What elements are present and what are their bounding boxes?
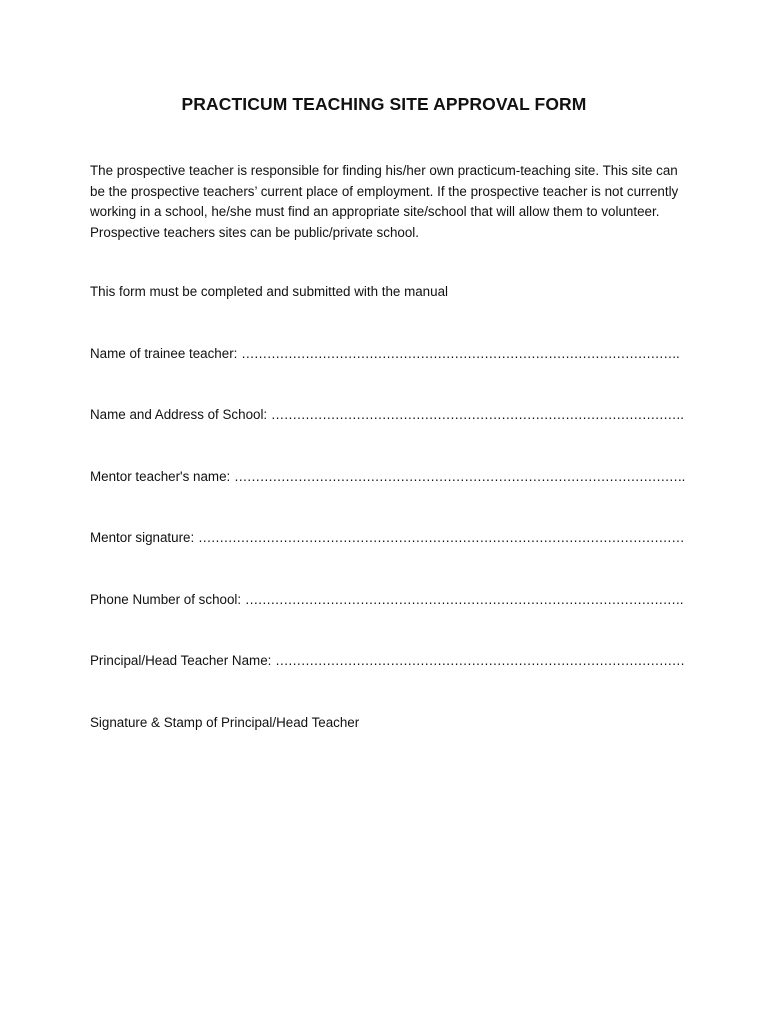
field-school-phone-number [90,591,683,609]
fill-in-line: …………………………………………………………………………………………. [244,592,683,607]
field-mentor-teacher-name [90,468,685,486]
field-label: Phone Number of school: [90,592,242,607]
field-label: Name of trainee teacher: [90,346,238,361]
fill-in-line: …………………………………………………………………………………………. [241,346,680,361]
fill-in-line: …………………………………………………………………………………………………… [197,530,684,545]
submission-instruction: This form must be completed and submitted with the manual [90,284,448,299]
fill-in-line: ……………………………………………………………………………………………. [233,469,685,484]
fill-in-line: …………………………………………………………………………………… [275,653,685,668]
fill-in-line: ……………………………………………………………………………………. [270,407,684,422]
field-mentor-signature [90,529,684,547]
field-school-name-address [90,406,683,424]
field-label: Principal/Head Teacher Name: [90,653,272,668]
intro-paragraph: The prospective teacher is responsible for finding his/her own practicum-teaching site. This site can be the prospective teachers’ current place of employment. If the prospective teacher is not currently working in a school, he/she must find an appropriate site/school that will allow them to volunteer. Prospective teachers sites can be public/private school. [90,163,679,240]
field-trainee-teacher-name [90,345,679,363]
field-label: Mentor teacher's name: [90,469,231,484]
field-label: Mentor signature: [90,530,195,545]
form-title: PRACTICUM TEACHING SITE APPROVAL FORM [181,94,587,114]
field-label: Name and Address of School: [90,407,268,422]
principal-signature-stamp-label: Signature & Stamp of Principal/Head Teacher [90,715,360,730]
field-principal-name [90,652,684,670]
